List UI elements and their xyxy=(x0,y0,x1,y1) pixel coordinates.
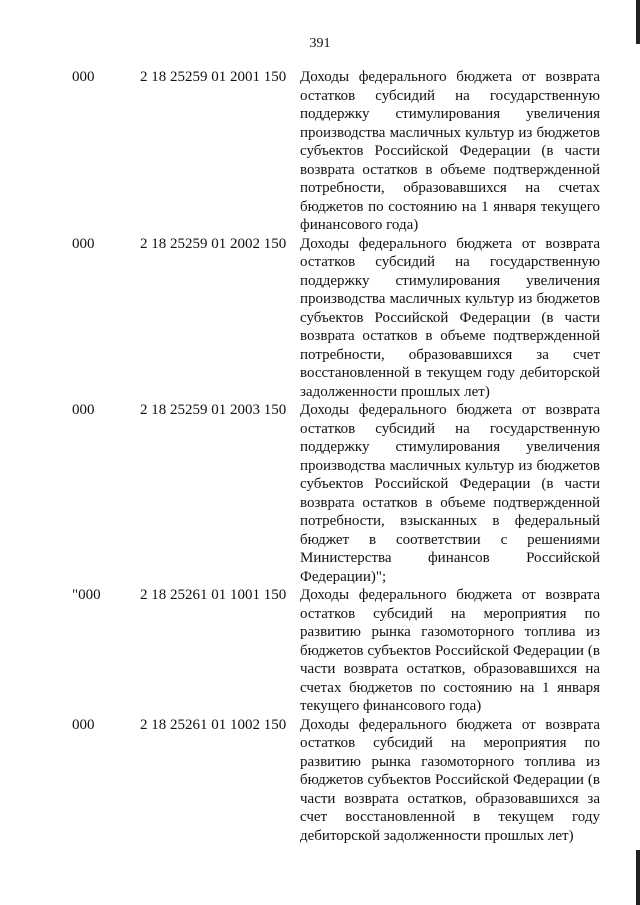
description-line: субъектов Российской Федерации (в части xyxy=(300,476,600,492)
table-row xyxy=(0,716,640,846)
revenue-description xyxy=(300,235,600,402)
description-line: остатков субсидий на государственную xyxy=(300,87,600,104)
description-line: восстановленной в текущем году дебиторской xyxy=(300,365,600,381)
scan-edge-mark xyxy=(636,850,640,905)
description-line: бюджетов субъектов Российской Федерации (в xyxy=(300,642,600,659)
description-line: потребности, взысканных в федеральный xyxy=(300,513,600,529)
description-line: потребности, образовавшихся на счетах xyxy=(300,180,600,196)
description-line: части возврата остатков, образовавшихся за xyxy=(300,790,600,807)
administrator-code: 000 xyxy=(72,716,95,733)
description-line: развитию рынка газомоторного топлива из xyxy=(300,624,600,640)
budget-classification-code: 2 18 25259 01 2002 150 xyxy=(140,235,287,252)
table-row xyxy=(0,401,640,586)
revenue-description xyxy=(300,401,600,586)
description-line: счетах бюджетов по состоянию на 1 января xyxy=(300,679,600,696)
description-line: Министерства финансов Российской xyxy=(300,550,600,566)
description-line: производства масличных культур из бюджетов xyxy=(300,457,600,474)
budget-classification-code: 2 18 25259 01 2001 150 xyxy=(140,69,287,85)
administrator-code: 000 xyxy=(72,69,95,85)
description-line: бюджетов субъектов Российской Федерации (в xyxy=(300,772,600,788)
description-line: Доходы федерального бюджета от возврата xyxy=(300,69,600,85)
table-row xyxy=(0,586,640,716)
budget-classification-code: 2 18 25259 01 2003 150 xyxy=(140,402,287,418)
description-line: возврата остатков в объеме подтвержденной xyxy=(300,328,600,344)
revenue-description xyxy=(300,716,600,846)
description-line: развитию рынка газомоторного топлива из xyxy=(300,753,600,770)
description-line: поддержку стимулирования увеличения xyxy=(300,106,600,122)
description-line: производства масличных культур из бюджетов xyxy=(300,291,600,307)
description-line: возврата остатков в объеме подтвержденной xyxy=(300,494,600,511)
description-line: бюджет в соответствии с решениями xyxy=(300,531,600,548)
description-line: субъектов Российской Федерации (в части xyxy=(300,309,600,326)
table-row xyxy=(0,235,640,402)
description-line: потребности, образовавшихся за счет xyxy=(300,346,600,363)
description-line: Доходы федерального бюджета от возврата xyxy=(300,235,600,252)
description-line: бюджетов по состоянию на 1 января текущего xyxy=(300,198,600,215)
description-line: остатков субсидий на государственную xyxy=(300,420,600,437)
description-line: возврата остатков в объеме подтвержденной xyxy=(300,161,600,178)
page-number: 391 xyxy=(309,36,331,51)
administrator-code: 000 xyxy=(72,235,95,252)
description-line: Федерации)"; xyxy=(300,568,387,585)
scan-edge-mark xyxy=(636,0,640,44)
description-line: дебиторской задолженности прошлых лет) xyxy=(300,827,574,844)
description-line: остатков субсидий на государственную xyxy=(300,254,600,270)
description-line: финансового года) xyxy=(300,217,419,233)
table-row xyxy=(0,68,640,235)
budget-classification-code: 2 18 25261 01 1002 150 xyxy=(140,716,287,733)
description-line: Доходы федерального бюджета от возврата xyxy=(300,587,600,603)
classification-table xyxy=(0,68,640,845)
description-line: Доходы федерального бюджета от возврата xyxy=(300,402,600,418)
description-line: счет восстановленной в текущем году xyxy=(300,809,600,825)
description-line: поддержку стимулирования увеличения xyxy=(300,439,600,455)
description-line: остатков субсидий на мероприятия по xyxy=(300,735,600,751)
administrator-code: "000 xyxy=(72,587,101,603)
revenue-description xyxy=(300,68,600,235)
administrator-code: 000 xyxy=(72,402,95,418)
description-line: производства масличных культур из бюджетов xyxy=(300,124,600,141)
description-line: субъектов Российской Федерации (в части xyxy=(300,143,600,159)
description-line: текущего финансового года) xyxy=(300,698,482,714)
description-line: задолженности прошлых лет) xyxy=(300,383,490,400)
description-line: поддержку стимулирования увеличения xyxy=(300,272,600,289)
description-line: остатков субсидий на мероприятия по xyxy=(300,605,600,622)
budget-classification-code: 2 18 25261 01 1001 150 xyxy=(140,587,287,603)
description-line: части возврата остатков, образовавшихся на xyxy=(300,661,600,677)
description-line: Доходы федерального бюджета от возврата xyxy=(300,716,600,733)
revenue-description xyxy=(300,586,600,716)
